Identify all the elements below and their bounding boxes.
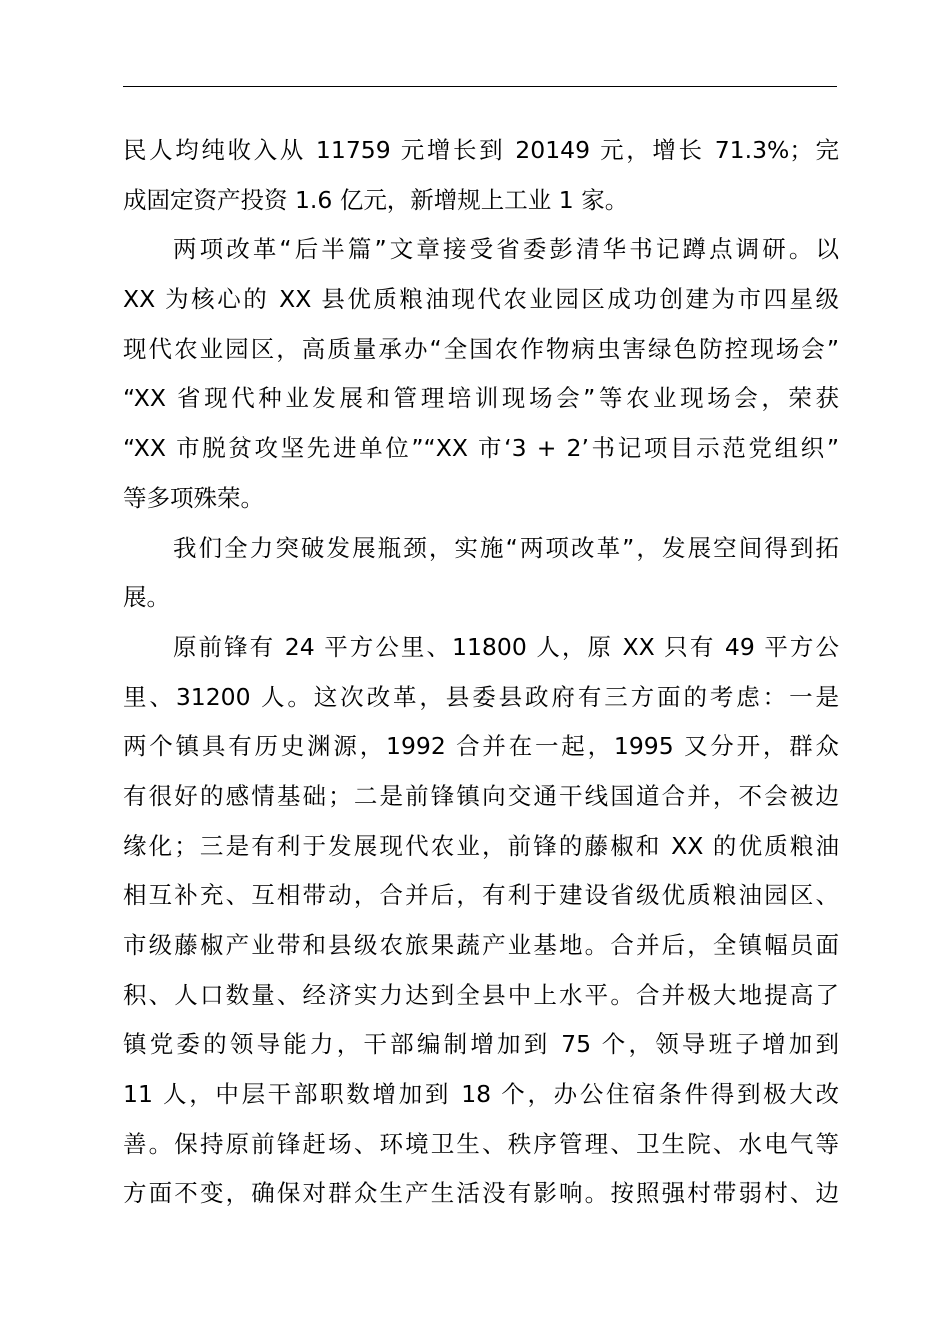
text-line: 民人均纯收入从 11759 元增长到 20149 元，增长 71.3%；完 (123, 136, 839, 164)
text-line: 积、人口数量、经济实力达到全县中上水平。合并极大地提高了 (123, 980, 839, 1009)
text-line: 相互补充、互相带动，合并后，有利于建设省级优质粮油园区、 (123, 881, 839, 910)
body-text (123, 126, 839, 1219)
text-line: 现代农业园区，高质量承办“全国农作物病虫害绿色防控现场会” (123, 334, 839, 363)
text-line: 缘化；三是有利于发展现代农业，前锋的藤椒和 XX 的优质粮油 (123, 831, 839, 860)
text-line: XX 为核心的 XX 县优质粮油现代农业园区成功创建为市四星级 (123, 285, 839, 314)
text-line: 两项改革“后半篇”文章接受省委彭清华书记蹲点调研。以 (173, 235, 839, 264)
text-line: 里、31200 人。这次改革，县委县政府有三方面的考虑：一是 (123, 682, 839, 711)
text-line: 市级藤椒产业带和县级农旅果蔬产业基地。合并后，全镇幅员面 (123, 931, 839, 959)
text-line: 我们全力突破发展瓶颈，实施“两项改革”，发展空间得到拓 (173, 533, 839, 562)
text-line: 11 人，中层干部职数增加到 18 个，办公住宿条件得到极大改 (123, 1080, 839, 1109)
text-line: 善。保持原前锋赶场、环境卫生、秩序管理、卫生院、水电气等 (123, 1129, 839, 1158)
header-rule (123, 86, 837, 87)
text-line: 等多项殊荣。 (123, 483, 264, 512)
text-line: 镇党委的领导能力，干部编制增加到 75 个，领导班子增加到 (123, 1030, 839, 1059)
text-line: 方面不变，确保对群众生产生活没有影响。按照强村带弱村、边 (123, 1179, 839, 1208)
text-line: 原前锋有 24 平方公里、11800 人，原 XX 只有 49 平方公 (173, 632, 839, 661)
text-line: 有很好的感情基础；二是前锋镇向交通干线国道合并，不会被边 (123, 781, 839, 810)
text-line: 两个镇具有历史渊源，1992 合并在一起，1995 又分开，群众 (123, 732, 839, 761)
text-line: “XX 市脱贫攻坚先进单位”“XX 市‘3 + 2’书记项目示范党组织” (123, 434, 839, 463)
text-line: 展。 (123, 583, 170, 612)
text-line: “XX 省现代种业发展和管理培训现场会”等农业现场会，荣获 (123, 384, 839, 413)
text-line: 成固定资产投资 1.6 亿元，新增规上工业 1 家。 (123, 185, 629, 214)
